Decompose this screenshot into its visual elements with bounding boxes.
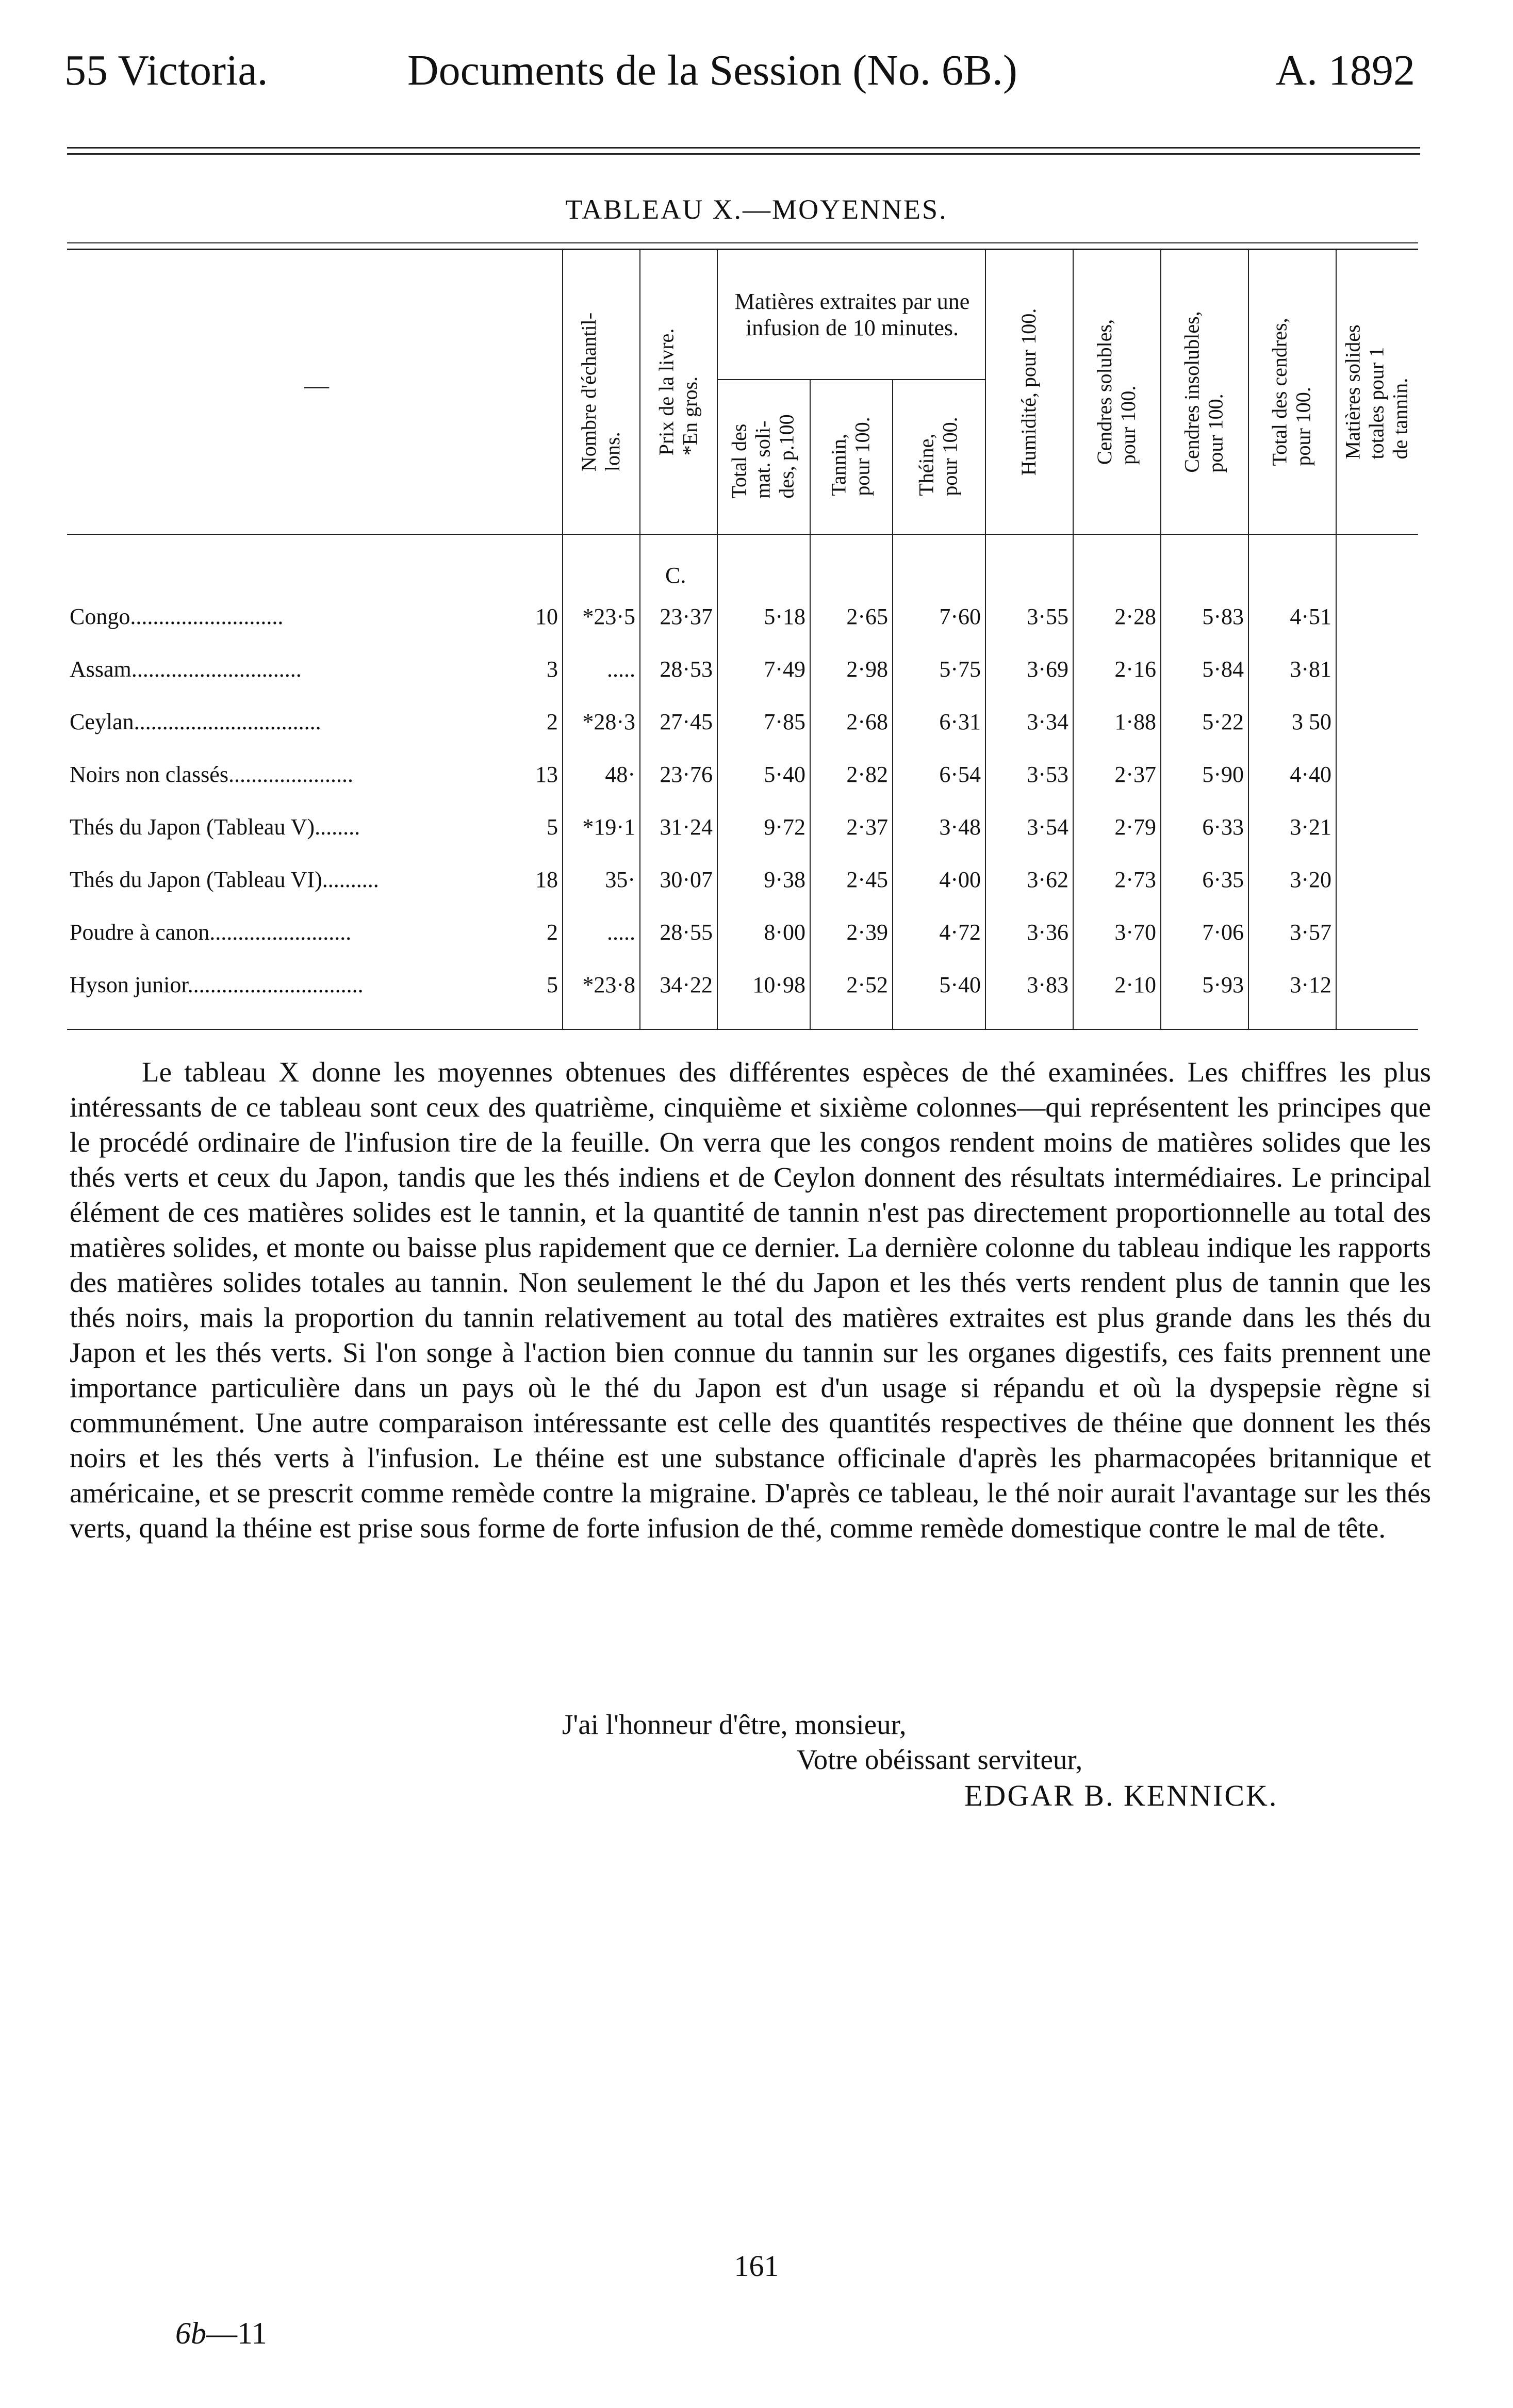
cell-total: 27·45 [660,709,713,734]
cell-tannin: 9·38 [764,867,805,892]
signature: EDGAR B. KENNICK. [964,1779,1278,1812]
group-sub-rule [717,379,985,380]
cell-cs: 3·53 [1027,762,1068,787]
cell-ms: 3 50 [1292,709,1331,734]
cell-nombre: 2 [547,920,558,945]
cell-theine: 2·65 [846,604,888,629]
table-top-rule [67,242,1418,243]
cell-prix: 35· [605,867,635,892]
cell-humidite: 7·60 [939,604,981,629]
cell-theine: 2·39 [846,920,888,945]
cell-ms: 3·21 [1290,814,1331,840]
cell-total: 31·24 [660,814,713,840]
header-year: A. 1892 [1275,46,1415,94]
header-title: Documents de la Session (No. 6B.) [407,46,1017,94]
cell-humidite: 5·40 [939,972,981,997]
cell-cs: 3·62 [1027,867,1068,892]
cell-tc: 5·90 [1202,762,1244,787]
cell-cs: 3·36 [1027,920,1068,945]
cell-ci: 2·28 [1114,604,1156,629]
cell-ms: 4·40 [1290,762,1331,787]
closing-line-2: Votre obéissant serviteur, [797,1744,1083,1775]
header-theine: Théine, pour 100. [914,417,962,496]
cell-tannin: 5·40 [764,762,805,787]
header-cendres-solubles: Cendres solubles, pour 100. [1093,319,1140,465]
averages-table [67,242,1418,1047]
cell-total: 34·22 [660,972,713,997]
cell-prix: *23·5 [582,604,635,629]
cell-humidite: 4·00 [939,867,981,892]
cell-humidite: 6·31 [939,709,981,734]
cell-theine: 2·82 [846,762,888,787]
cell-prix: *19·1 [582,814,635,840]
cell-humidite: 4·72 [939,920,981,945]
cell-humidite: 5·75 [939,657,981,682]
row-label: Noirs non classés...................... [70,762,353,787]
cell-total: 23·37 [660,604,713,629]
row-label: Ceylan................................. [70,709,321,734]
row-label: Hyson junior............................... [70,972,364,997]
row-label: Assam.............................. [70,657,302,682]
table-bottom-rule [67,1029,1418,1030]
row-label: Congo........................... [70,604,284,629]
cell-tc: 7·06 [1202,920,1244,945]
cell-nombre: 5 [547,972,558,997]
cell-nombre: 3 [547,657,558,682]
stub-dash: — [304,372,329,399]
cell-nombre: 5 [547,814,558,840]
cell-cs: 3·55 [1027,604,1068,629]
cell-cs: 3·54 [1027,814,1068,840]
header-group-matieres: Matières extraites par une infusion de 10 minutes. [734,289,970,340]
header-bottom-rule [67,534,1418,535]
cell-tannin: 5·18 [764,604,805,629]
cell-tannin: 8·00 [764,920,805,945]
cell-cs: 3·83 [1027,972,1068,997]
cell-nombre: 18 [535,867,558,892]
cell-cs: 3·69 [1027,657,1068,682]
cell-tc: 5·22 [1202,709,1244,734]
cell-humidite: 3·48 [939,814,981,840]
header-humidite: Humidité, pour 100. [1017,308,1041,476]
header-cendres-insolubles: Cendres insolubles, pour 100. [1180,311,1227,473]
header-volume: 55 Victoria. [64,46,268,94]
cell-ms: 3·20 [1290,867,1331,892]
cell-nombre: 10 [535,604,558,629]
header-total-cendres: Total des cendres, pour 100. [1268,318,1315,466]
header-prix: Prix de la livre. *En gros. [654,328,702,456]
unit-mark: C. [665,563,686,588]
cell-total: 23·76 [660,762,713,787]
col-divider [717,250,718,1029]
cell-theine: 2·45 [846,867,888,892]
footer-code-suffix: —11 [206,2316,267,2350]
cell-ci: 2·37 [1114,762,1156,787]
cell-humidite: 6·54 [939,762,981,787]
closing-line-1: J'ai l'honneur d'être, monsieur, [562,1709,907,1740]
cell-tc: 6·33 [1202,814,1244,840]
header-matieres-solides: Matières solides totales pour 1 de tannin. [1341,324,1412,460]
footer-code-prefix: 6b [175,2316,206,2350]
cell-tannin: 9·72 [764,814,805,840]
cell-tc: 6·35 [1202,867,1244,892]
cell-tc: 5·93 [1202,972,1244,997]
cell-theine: 2·68 [846,709,888,734]
footer-code [175,2316,267,2351]
cell-theine: 2·37 [846,814,888,840]
cell-tannin: 7·49 [764,657,805,682]
cell-ci: 1·88 [1114,709,1156,734]
row-label: Thés du Japon (Tableau V)........ [70,814,360,840]
table-title: TABLEAU X.—MOYENNES. [565,194,948,225]
cell-prix: ..... [607,657,635,682]
cell-tannin: 10·98 [752,972,805,997]
cell-ci: 2·16 [1114,657,1156,682]
cell-tc: 5·84 [1202,657,1244,682]
page-number: 161 [734,2249,779,2283]
cell-prix: *28·3 [582,709,635,734]
header-tannin: Tannin, pour 100. [827,417,874,496]
cell-ms: 3·57 [1290,920,1331,945]
cell-tannin: 7·85 [764,709,805,734]
cell-ci: 2·79 [1114,814,1156,840]
table-top-rule-2 [67,249,1418,250]
cell-total: 28·55 [660,920,713,945]
cell-cs: 3·34 [1027,709,1068,734]
cell-prix: 48· [605,762,635,787]
row-label: Poudre à canon......................... [70,920,352,945]
cell-ms: 4·51 [1290,604,1331,629]
cell-ci: 2·73 [1114,867,1156,892]
cell-ci: 2·10 [1114,972,1156,997]
cell-total: 30·07 [660,867,713,892]
cell-ms: 3·12 [1290,972,1331,997]
cell-ms: 3·81 [1290,657,1331,682]
cell-total: 28·53 [660,657,713,682]
body-paragraph: Le tableau X donne les moyennes obtenues des différentes espèces de thé examinées. Les chiffres les plus intéressants de ce tableau sont ceux des quatrième, cinquième et sixième colonnes—qui représentent les principes que le procédé ordinaire de l'infusion tire de la feuille. On verra que les congos rendent moins de matières solides que les thés verts et ceux du Japon, tandis que les thés indiens et de Ceylon donnent des résultats intermédiaires. Le principal élément de ces matières solides est le tannin, et la quantité de tannin n'est pas directement proportionnelle au total des matières solides, et monte ou baisse plus rapidement que ce dernier. La dernière colonne du tableau indique les rapports des matières solides totales au tannin. Non seulement le thé du Japon et les thés verts rendent plus de tannin que les thés noirs, mais la proportion du tannin relativement au total des matières extraites est plus grande dans les thés du Japon et les thés verts. Si l'on songe à l'action bien connue du tannin sur les organes digestifs, ces faits prennent une importance particulière dans un pays où le thé du Japon est d'un usage si répandu et où la dyspepsie règne si communément. Une autre comparaison intéressante est celle des quantités respectives de théine que donnent les thés noirs et les thés verts à l'infusion. Le théine est une substance officinale d'après les pharmacopées britannique et américaine, et se prescrit comme remède contre la migraine. D'après ce tableau, le thé noir aurait l'avantage sur les thés verts, quand la théine est prise sous forme de forte infusion de thé, comme remède domestique contre le mal de tête. [70,1056,1431,1544]
cell-prix: ..... [607,920,635,945]
header-rule-2 [67,153,1420,155]
cell-ci: 3·70 [1114,920,1156,945]
cell-nombre: 2 [547,709,558,734]
header-total-solides: Total des mat. soli- des, p.100 [727,414,798,499]
cell-nombre: 13 [535,762,558,787]
cell-tc: 5·83 [1202,604,1244,629]
row-label: Thés du Japon (Tableau VI).......... [70,867,379,892]
cell-theine: 2·52 [846,972,888,997]
cell-theine: 2·98 [846,657,888,682]
header-rule [67,147,1420,149]
header-nombre: Nombre d'échantil- lons. [577,312,624,472]
cell-prix: *23·8 [582,972,635,997]
